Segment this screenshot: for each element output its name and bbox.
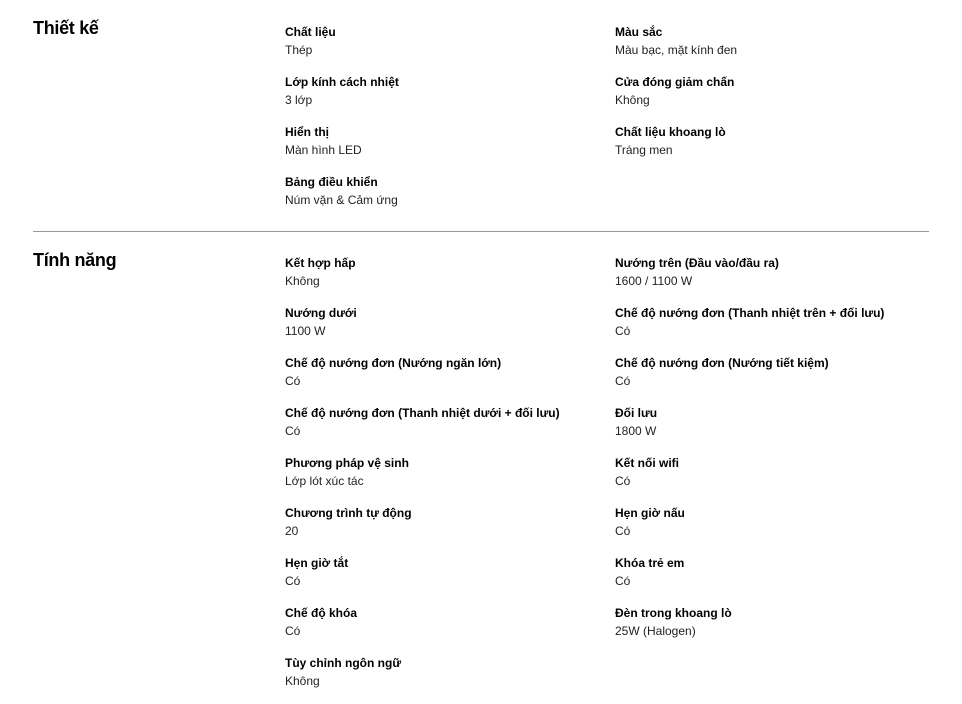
spec-item [285,654,605,704]
spec-label: Hẹn giờ tắt [285,556,349,570]
spec-value: Màu bạc, mặt kính đen [615,43,738,57]
spec-value: 1100 W [285,324,326,338]
section-title: Tính năng [33,250,117,270]
spec-label: Kết nối wifi [615,456,679,470]
spec-item [285,354,605,404]
spec-item [615,554,935,604]
spec-label: Bảng điều khiển [285,175,378,189]
spec-label: Tùy chỉnh ngôn ngữ [285,656,402,670]
spec-label: Màu sắc [615,25,663,39]
spec-value: Có [615,474,631,488]
spec-value: Lớp lót xúc tác [285,474,364,488]
spec-item [285,123,605,173]
spec-label: Kết hợp hấp [285,256,356,270]
spec-label: Chế độ nướng đơn (Thanh nhiệt trên + đối lưu) [615,306,885,320]
spec-label: Chế độ khóa [285,606,358,620]
spec-item [615,304,935,354]
spec-value: 3 lớp [285,93,313,107]
spec-label: Hẹn giờ nấu [615,506,685,520]
spec-value: Có [285,624,301,638]
spec-item [285,454,605,504]
spec-value: Có [615,324,631,338]
spec-item [285,554,605,604]
spec-item [615,73,935,123]
spec-item [285,23,605,73]
spec-value: 25W (Halogen) [615,624,696,638]
spec-value: Núm vặn & Cảm ứng [285,193,398,207]
spec-item [615,604,935,654]
spec-item [615,23,935,73]
spec-item [285,404,605,454]
spec-item [285,254,605,304]
spec-item [285,304,605,354]
spec-label: Chế độ nướng đơn (Nướng tiết kiệm) [615,356,829,370]
section-title: Thiết kế [33,18,99,38]
spec-label: Lớp kính cách nhiệt [285,75,399,89]
spec-label: Hiển thị [285,125,329,139]
spec-value: Có [285,374,301,388]
spec-value: Không [285,274,320,288]
spec-value: Có [615,524,631,538]
spec-item [615,123,935,173]
spec-label: Cửa đóng giảm chấn [615,75,735,89]
spec-label: Đèn trong khoang lò [615,606,732,620]
spec-value: Tráng men [615,143,673,157]
spec-value: Không [615,93,650,107]
spec-column-left [285,254,605,704]
spec-item [285,504,605,554]
spec-value: Không [285,674,320,688]
spec-value: Có [285,574,301,588]
spec-item [285,173,605,223]
spec-value: 1600 / 1100 W [615,274,693,288]
spec-value: 20 [285,524,299,538]
spec-label: Chế độ nướng đơn (Thanh nhiệt dưới + đối lưu) [285,406,560,420]
spec-label: Chương trình tự động [285,506,412,520]
spec-item [615,504,935,554]
section-divider [33,231,929,232]
spec-column-right [615,23,935,173]
spec-label: Khóa trẻ em [615,556,685,570]
spec-column-right [615,254,935,654]
spec-label: Đối lưu [615,406,658,420]
spec-item [615,254,935,304]
spec-value: Có [285,424,301,438]
spec-value: 1800 W [615,424,657,438]
spec-label: Chế độ nướng đơn (Nướng ngăn lớn) [285,356,502,370]
spec-value: Màn hình LED [285,143,362,157]
spec-label: Chất liệu khoang lò [615,125,726,139]
spec-label: Phương pháp vệ sinh [285,456,409,470]
spec-label: Nướng trên (Đầu vào/đầu ra) [615,256,779,270]
spec-item [615,404,935,454]
spec-item [615,354,935,404]
spec-column-left [285,23,605,223]
spec-item [285,604,605,654]
spec-value: Có [615,374,631,388]
spec-value: Thép [285,43,313,57]
spec-item [615,454,935,504]
spec-label: Chất liệu [285,25,336,39]
spec-value: Có [615,574,631,588]
spec-label: Nướng dưới [285,306,357,320]
spec-item [285,73,605,123]
